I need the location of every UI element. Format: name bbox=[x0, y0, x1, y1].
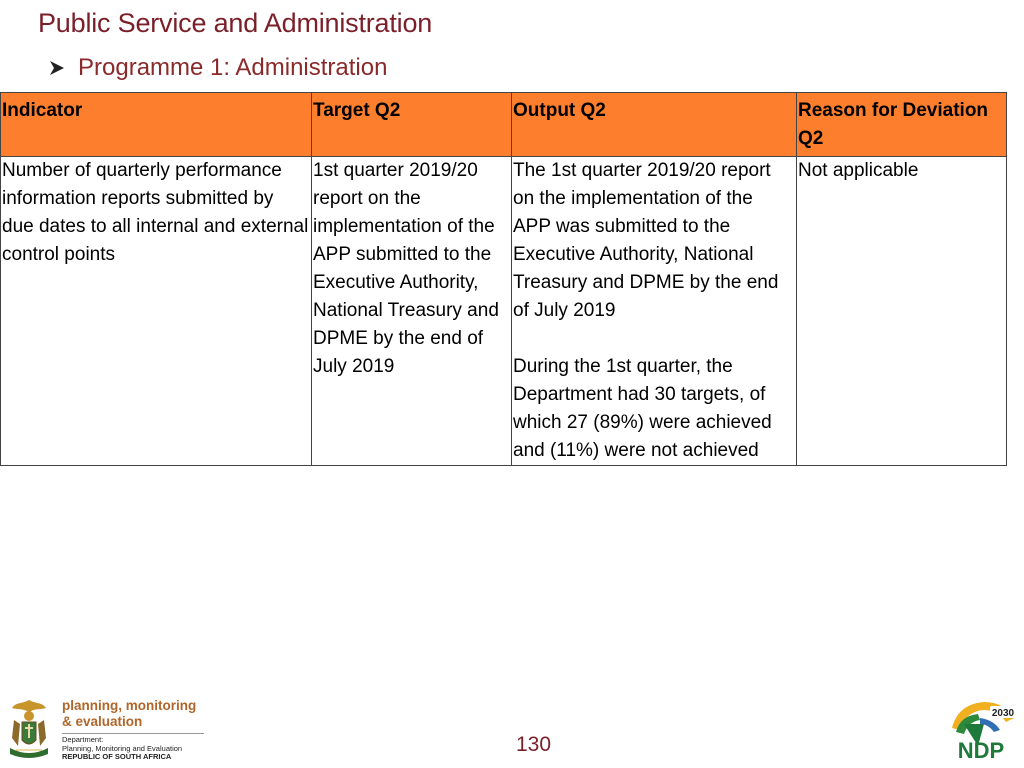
subtitle-row bbox=[48, 54, 387, 82]
page-number: 130 bbox=[516, 733, 552, 756]
ndp-year-text: 2030 bbox=[991, 708, 1015, 719]
ndp-2030-logo-icon bbox=[944, 698, 1018, 762]
dpme-text-block bbox=[62, 698, 204, 762]
brand-line-1: planning, monitoring bbox=[62, 698, 197, 713]
column-header-reason: Reason for Deviation Q2 bbox=[797, 93, 1007, 157]
cell-output bbox=[512, 157, 797, 466]
section-subtitle: Programme 1: Administration bbox=[78, 54, 388, 81]
page-title: Public Service and Administration bbox=[38, 8, 433, 38]
country-name: REPUBLIC OF SOUTH AFRICA bbox=[62, 752, 172, 761]
cell-target: 1st quarter 2019/20 report on the implementation of the APP submitted to the Executive Authority, National Treasury and DPME by the end of July 2019 bbox=[312, 157, 512, 466]
table-row bbox=[1, 157, 1007, 466]
dpme-logo bbox=[4, 698, 204, 762]
ndp-text: NDP bbox=[957, 738, 1005, 762]
performance-table bbox=[0, 92, 1007, 466]
department-label: Department: bbox=[62, 735, 104, 744]
cell-reason: Not applicable bbox=[797, 157, 1007, 466]
brand-line-2: & evaluation bbox=[62, 714, 143, 729]
table-header-row bbox=[1, 93, 1007, 157]
output-paragraph-2: During the 1st quarter, the Department had 30 targets, of which 27 (89%) were achieved and (11%) were not achieved bbox=[513, 356, 772, 461]
cell-indicator: Number of quarterly performance information reports submitted by due dates to all internal and external control points bbox=[1, 157, 312, 466]
arrowhead-bullet-icon bbox=[48, 59, 66, 77]
paragraph-spacer bbox=[513, 325, 794, 353]
column-header-output: Output Q2 bbox=[512, 93, 797, 157]
output-paragraph-1: The 1st quarter 2019/20 report on the implementation of the APP was submitted to the Executive Authority, National Treasury and DPME by the end of July 2019 bbox=[513, 160, 779, 321]
column-header-target: Target Q2 bbox=[312, 93, 512, 157]
department-block bbox=[62, 733, 204, 762]
coat-of-arms-icon bbox=[4, 698, 54, 762]
column-header-indicator: Indicator bbox=[1, 93, 312, 157]
department-name: Planning, Monitoring and Evaluation bbox=[62, 743, 183, 753]
